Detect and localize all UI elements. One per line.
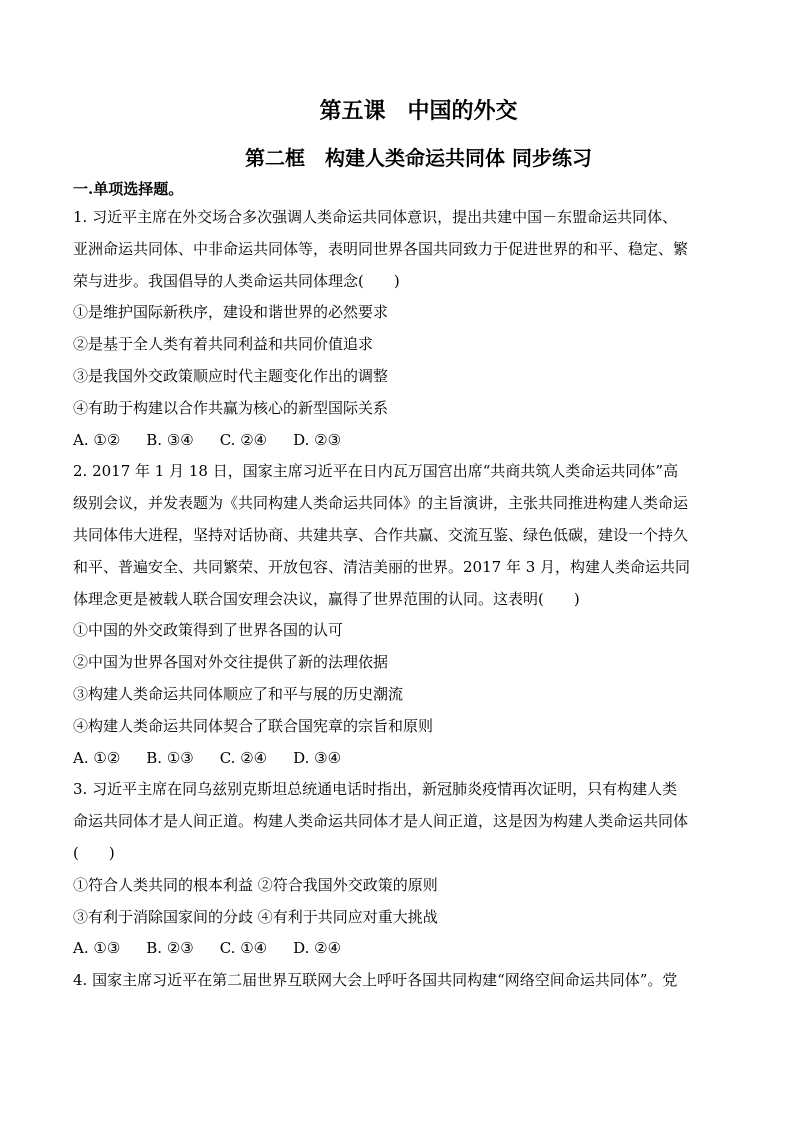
option-d: D. ②④ [293, 939, 342, 958]
question-stem-line: 体理念更是被载人联合国安理会决议，赢得了世界范围的认同。这表明( ) [73, 589, 580, 608]
answer-options [73, 933, 728, 965]
page-subtitle: 第二框 构建人类命运共同体 同步练习 [245, 146, 592, 170]
section-heading: 一.单项选择题。 [73, 180, 184, 198]
statement: ①是维护国际新秩序，建设和谐世界的必然要求 [73, 303, 389, 322]
statement: ②是基于全人类有着共同利益和共同价值追求 [73, 335, 374, 354]
question-stem-line: 共同体伟大进程，坚持对话协商、共建共享、合作共赢、交流互鉴、绿色低碳，建设一个持久 [73, 525, 689, 544]
question-3 [73, 774, 728, 965]
statement: ④构建人类命运共同体契合了联合国宪章的宗旨和原则 [73, 716, 434, 735]
question-1 [73, 202, 728, 456]
question-4 [73, 965, 728, 997]
option-c: C. ①④ [219, 939, 268, 958]
option-c: C. ②④ [219, 748, 268, 767]
question-stem-line: 4. 国家主席习近平在第二届世界互联网大会上呼吁各国共同构建“网络空间命运共同体”。党 [73, 971, 678, 990]
document-page [73, 96, 728, 997]
option-a: A. ①② [73, 748, 121, 767]
statement: ③有利于消除国家间的分歧 ④有利于共同应对重大挑战 [73, 907, 438, 926]
option-a: A. ①③ [73, 939, 121, 958]
answer-options [73, 743, 728, 775]
question-stem-line: 3. 习近平主席在同乌兹别克斯坦总统通电话时指出，新冠肺炎疫情再次证明，只有构建人类 [73, 780, 678, 799]
option-b: B. ②③ [146, 939, 194, 958]
option-b: B. ③④ [146, 430, 194, 449]
question-stem-line: ( ) [73, 843, 115, 862]
statement: ③是我国外交政策顺应时代主题变化作出的调整 [73, 366, 389, 385]
question-stem-line: 2. 2017 年 1 月 18 日，国家主席习近平在日内瓦万国宫出席“共商共筑人类命运共同体”高 [73, 462, 679, 481]
question-stem-line: 亚洲命运共同体、中非命运共同体等，表明同世界各国共同致力于促进世界的和平、稳定、繁 [73, 239, 689, 258]
question-stem-line: 1. 习近平主席在外交场合多次强调人类命运共同体意识，提出共建中国－东盟命运共同体、 [73, 208, 678, 226]
statement: ①符合人类共同的根本利益 ②符合我国外交政策的原则 [73, 875, 438, 894]
option-b: B. ①③ [146, 748, 194, 767]
option-d: D. ②③ [293, 430, 342, 449]
answer-options [73, 425, 728, 457]
statement: ②中国为世界各国对外交往提供了新的法理依据 [73, 653, 389, 672]
question-stem-line: 级别会议，并发表题为《共同构建人类命运共同体》的主旨演讲，主张共同推进构建人类命运 [73, 494, 689, 513]
statement: ①中国的外交政策得到了世界各国的认可 [73, 621, 344, 640]
question-stem-line: 命运共同体才是人间正道。构建人类命运共同体才是人间正道，这是因为构建人类命运共同体 [73, 812, 689, 831]
statement: ③构建人类命运共同体顺应了和平与展的历史潮流 [73, 684, 404, 703]
question-2 [73, 456, 728, 774]
statement: ④有助于构建以合作共赢为核心的新型国际关系 [73, 398, 389, 417]
page-title: 第五课 中国的外交 [319, 98, 518, 124]
question-stem-line: 荣与进步。我国倡导的人类命运共同体理念( ) [73, 271, 400, 290]
option-d: D. ③④ [293, 748, 342, 767]
option-a: A. ①② [73, 430, 121, 449]
question-stem-line: 和平、普遍安全、共同繁荣、开放包容、清洁美丽的世界。2017 年 3 月，构建人类命运共同 [73, 557, 691, 576]
option-c: C. ②④ [219, 430, 268, 449]
